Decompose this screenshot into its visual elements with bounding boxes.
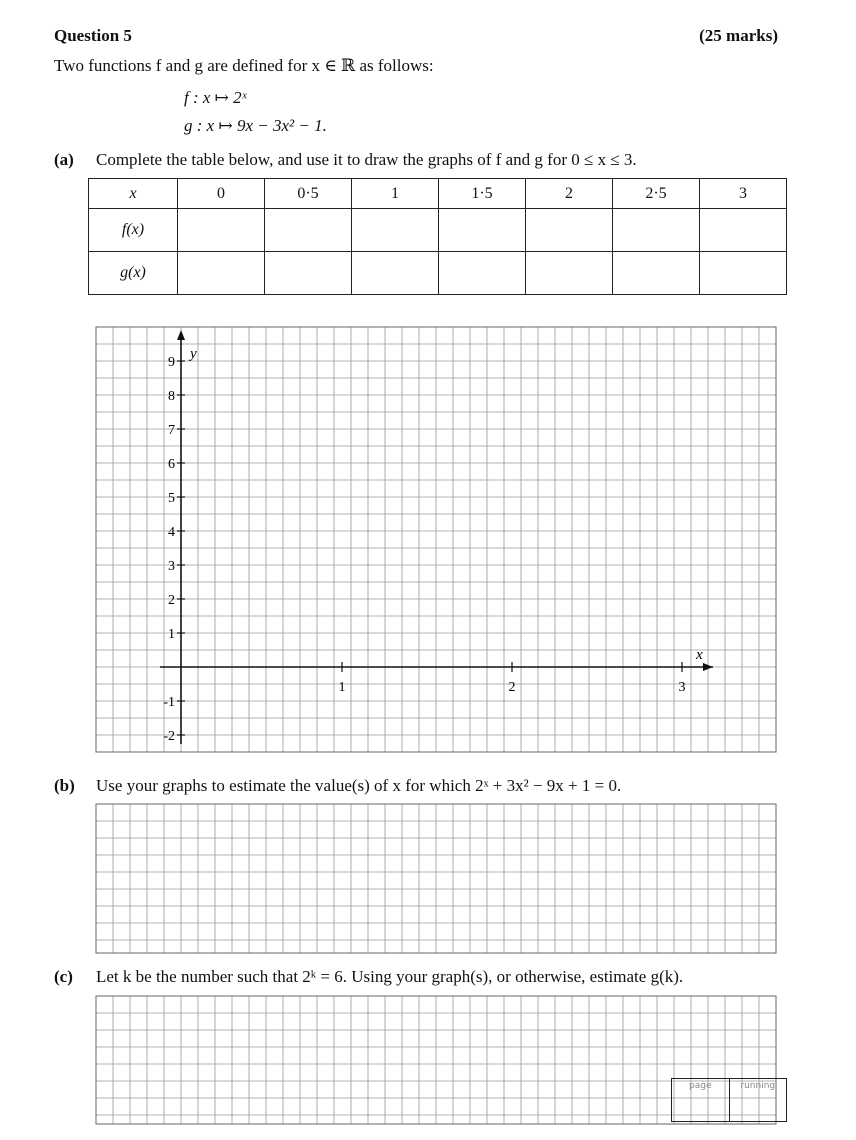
y-tick-label: 6 — [168, 457, 175, 472]
intro-text: Two functions f and g are defined for x ∈ ℝ as follows: — [54, 56, 434, 75]
x-tick-label: 2 — [508, 680, 516, 695]
row-label-f: f(x) — [89, 209, 178, 252]
graph-paper-b[interactable] — [96, 804, 776, 953]
y-axis-label: y — [190, 346, 197, 362]
running-label: running — [729, 1079, 787, 1121]
y-tick-label: 2 — [168, 593, 175, 608]
y-tick-label: 3 — [168, 559, 175, 574]
marks-label: (25 marks) — [699, 26, 778, 45]
x-tick-label: 1 — [338, 680, 346, 695]
y-axis-arrow — [177, 330, 185, 340]
table-header-cell: 0·5 — [265, 179, 352, 209]
g-definition: g : x ↦ 9x − 3x² − 1. — [184, 116, 327, 135]
part-b-text: Use your graphs to estimate the value(s) of x for which 2ˣ + 3x² − 9x + 1 = 0. — [96, 776, 622, 795]
part-b-label: (b) — [54, 776, 75, 795]
y-tick-label: -2 — [163, 729, 175, 744]
part-a-text: Complete the table below, and use it to draw the graphs of f and g for 0 ≤ x ≤ 3. — [96, 150, 637, 169]
y-tick-label: 4 — [168, 525, 175, 540]
y-tick-label: 7 — [168, 423, 175, 438]
table-header-cell: 2·5 — [613, 179, 700, 209]
table-header-cell: x — [89, 179, 178, 209]
x-axis-label: x — [696, 647, 703, 663]
y-tick-label: 8 — [168, 389, 175, 404]
page-running-box — [671, 1078, 787, 1122]
x-tick-label: 3 — [678, 680, 686, 695]
table-header-cell: 1 — [352, 179, 439, 209]
graph-axes — [160, 330, 713, 744]
table-header-cell: 3 — [700, 179, 787, 209]
graph-ticks — [163, 355, 685, 744]
y-tick-label: 5 — [168, 491, 175, 506]
table-header-cell: 1·5 — [439, 179, 526, 209]
graph-paper-main[interactable] — [96, 327, 776, 752]
question-title: Question 5 — [54, 26, 132, 45]
f-definition: f : x ↦ 2ˣ — [184, 88, 247, 107]
part-a-label: (a) — [54, 150, 74, 169]
row-label-g: g(x) — [89, 252, 178, 295]
y-tick-label: -1 — [163, 695, 175, 710]
y-tick-label: 1 — [168, 627, 175, 642]
table-header-cell: 0 — [178, 179, 265, 209]
part-c-text: Let k be the number such that 2ᵏ = 6. Using your graph(s), or otherwise, estimate g(k). — [96, 967, 684, 986]
part-c-label: (c) — [54, 967, 73, 986]
page-label: page — [689, 1081, 712, 1091]
table-header-cell: 2 — [526, 179, 613, 209]
y-tick-label: 9 — [168, 355, 175, 370]
